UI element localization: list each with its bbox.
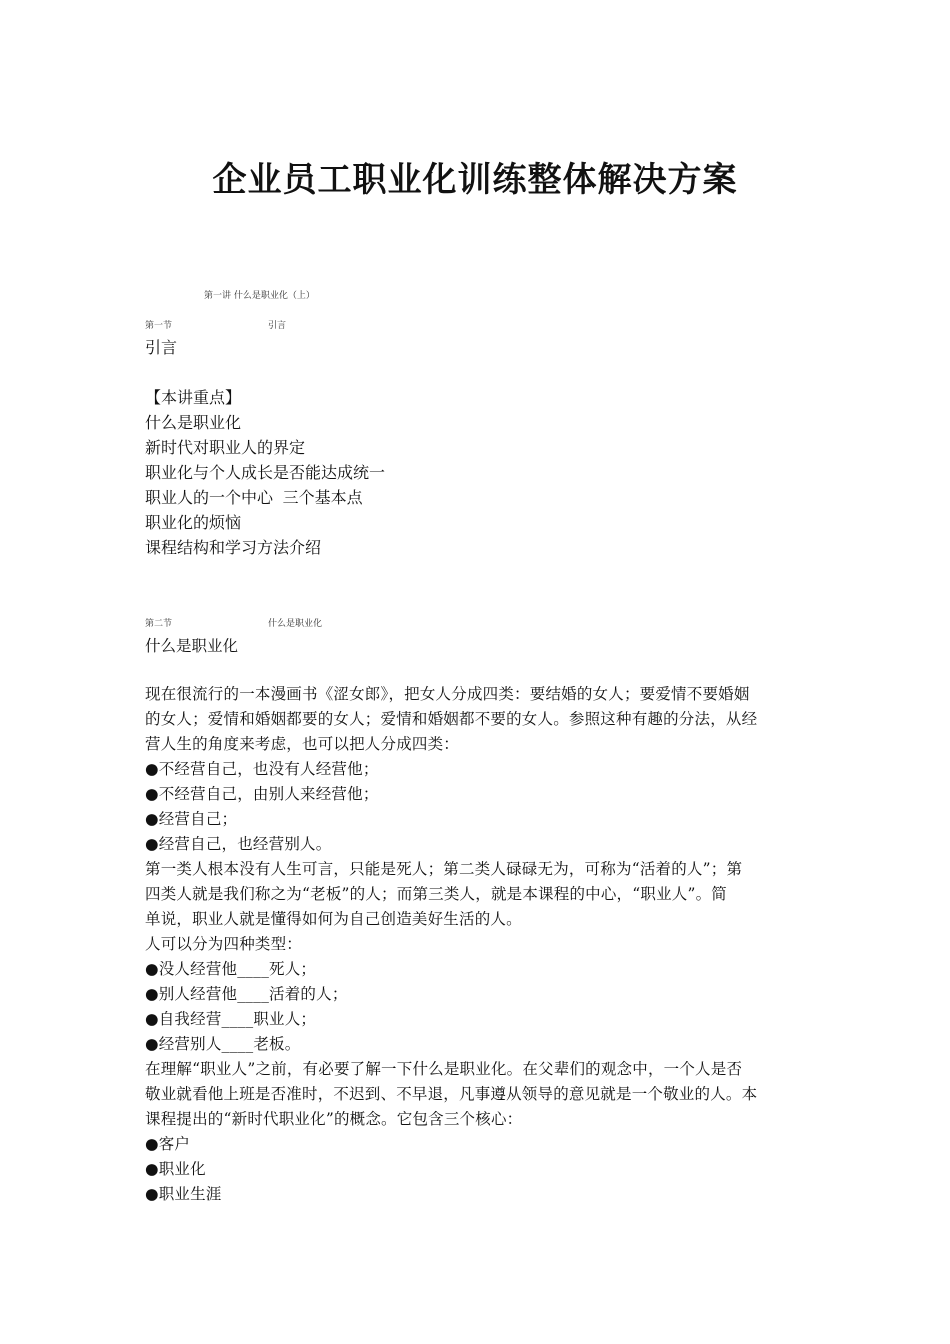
section2-body	[145, 682, 810, 1207]
body-line: 单说，职业人就是懂得如何为自己创造美好生活的人。	[145, 910, 522, 928]
body-line: 的女人；爱情和婚姻都要的女人；爱情和婚姻都不要的女人。参照这种有趣的分法，从经	[145, 710, 758, 728]
section2-heading-block	[145, 634, 810, 659]
key-point-item: 什么是职业化	[145, 413, 242, 432]
section2-name: 什么是职业化	[268, 619, 323, 629]
body-line: 在理解“职业人”之前，有必要了解一下什么是职业化。在父辈们的观念中，一个人是否	[145, 1060, 743, 1078]
spacer	[145, 360, 810, 385]
body-line: ●经营自己；	[145, 810, 238, 828]
key-point-item: 职业化与个人成长是否能达成统一	[145, 463, 386, 482]
section1-name: 引言	[268, 321, 287, 331]
section2-heading: 什么是职业化	[145, 637, 239, 655]
key-points-label: 【本讲重点】	[145, 388, 242, 407]
body-line: 第一类人根本没有人生可言，只能是死人；第二类人碌碌无为，可称为“活着的人”；第	[145, 860, 743, 878]
section2-number: 第二节	[145, 619, 173, 629]
body-line: ●不经营自己，由别人来经营他；	[145, 785, 379, 803]
section1-heading: 引言	[145, 338, 178, 357]
body-line: ●客户	[145, 1135, 191, 1153]
body-line: ●经营自己，也经营别人。	[145, 835, 332, 853]
lecture-heading: 第一讲 什么是职业化（上）	[204, 291, 315, 301]
body-line: 现在很流行的一本漫画书《涩女郎》，把女人分成四类：要结婚的女人；要爱情不要婚姻	[145, 685, 750, 703]
key-point-item: 课程结构和学习方法介绍	[145, 538, 322, 557]
body-line: 课程提出的“新时代职业化”的概念。它包含三个核心：	[145, 1110, 523, 1128]
section1-number: 第一节	[145, 321, 173, 331]
key-point-item: 职业化的烦恼	[145, 513, 242, 532]
body-line: ●不经营自己，也没有人经营他；	[145, 760, 379, 778]
key-point-item: 新时代对职业人的界定	[145, 438, 306, 457]
body-line: 四类人就是我们称之为“老板”的人；而第三类人，就是本课程的中心，“职业人”。简	[145, 885, 727, 903]
body-line: ●别人经营他____活着的人；	[145, 985, 348, 1003]
body-line: 人可以分为四种类型：	[145, 935, 303, 953]
document-title: 企业员工职业化训练整体解决方案	[212, 160, 738, 200]
body-line: 营人生的角度来考虑，也可以把人分成四类：	[145, 735, 460, 753]
body-line: ●职业生涯	[145, 1185, 222, 1203]
body-line: ●职业化	[145, 1160, 206, 1178]
body-line: ●没人经营他____死人；	[145, 960, 317, 978]
body-line: ●自我经营____职业人；	[145, 1010, 317, 1028]
key-point-item: 职业人的一个中心 三个基本点	[145, 488, 363, 507]
body-line: 敬业就看他上班是否准时，不迟到、不早退，凡事遵从领导的意见就是一个敬业的人。本	[145, 1085, 758, 1103]
section1-content	[145, 335, 810, 560]
body-line: ●经营别人____老板。	[145, 1035, 301, 1053]
